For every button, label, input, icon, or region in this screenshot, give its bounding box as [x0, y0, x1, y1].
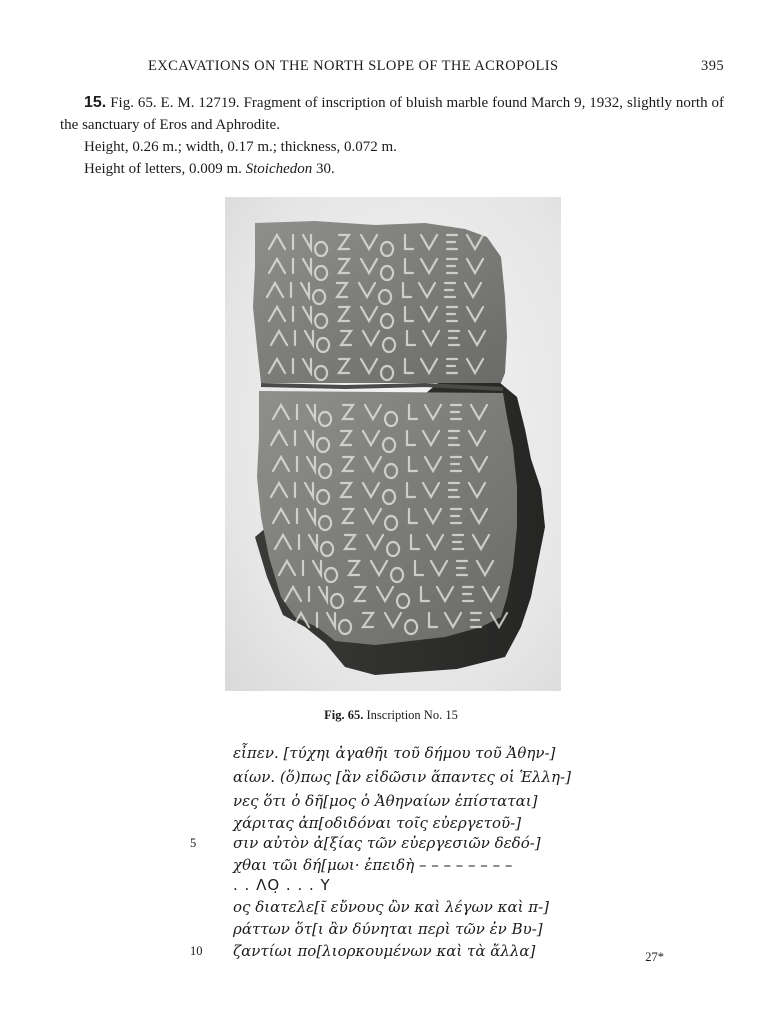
transcription-line: νες ὅτι ὁ δῆ[μος ὁ Ἀθηναίων ἐπίσταται] [233, 792, 538, 810]
line-number-5: 5 [190, 836, 197, 850]
entry-description-paragraph [60, 92, 724, 136]
transcription-line: ος διατελε[ῖ εὔνους ὢν καὶ λέγων καὶ π-] [233, 898, 550, 916]
transcription-line: σιν αὐτὸν ἀ[ξίας τῶν εὐεργεσιῶν δεδό-] [233, 834, 541, 852]
figure-caption [0, 708, 782, 723]
transcription-line: . . ΛΟ̣ . . . Υ [233, 876, 331, 894]
transcription-line: ζαντίωι πο[λιορκουμένων καὶ τὰ ἄλλα] [233, 942, 536, 960]
entry-number: 15. [84, 94, 107, 111]
running-head [60, 58, 724, 78]
line-number-10: 10 [190, 944, 203, 958]
entry-text [60, 92, 724, 180]
running-title: EXCAVATIONS ON THE NORTH SLOPE OF THE ACROPOLIS [148, 58, 559, 74]
signature-mark: 27* [645, 950, 664, 964]
caption-figure-number: Fig. 65. [324, 708, 364, 722]
page-number: 395 [701, 58, 724, 74]
inscription-photograph [225, 197, 561, 691]
entry-description: Fig. 65. E. M. 12719. Fragment of inscription of bluish marble found March 9, 1932, slightly north of the sanctuary of Eros and Aphrodite. [60, 95, 725, 133]
transcription-line: αίων. (ὅ)πως [ἂν εἰδῶσιν ἅπαντες οἱ Ἑλλη-] [233, 768, 571, 786]
transcription-line: εἶπεν. [τύχηι ἀγαθῆι τοῦ δήμου τοῦ Ἀθην-] [233, 744, 556, 762]
stoichedon-count: 30. [316, 161, 335, 177]
marble-fragment-image [225, 197, 561, 691]
fracture-line [261, 385, 503, 389]
caption-text: Inscription No. 15 [366, 708, 458, 722]
transcription-line: χθαι τῶι δή[μωι· ἐπειδὴ – – – – – – – – [233, 856, 513, 874]
entry-dimensions: Height, 0.26 m.; width, 0.17 m.; thickness, 0.072 m. [84, 139, 397, 155]
entry-letters [60, 158, 724, 180]
transcription-line: ράττων ὅτ[ι ἂν δύνηται περὶ τῶν ἐν Βυ-] [233, 920, 543, 938]
stoichedon-label: Stoichedon [245, 161, 313, 177]
letter-height: Height of letters, 0.009 m. [84, 161, 242, 177]
transcription-line: χάριτας ἀπ[οδιδόναι τοῖς εὐεργετοῦ-] [233, 814, 522, 832]
